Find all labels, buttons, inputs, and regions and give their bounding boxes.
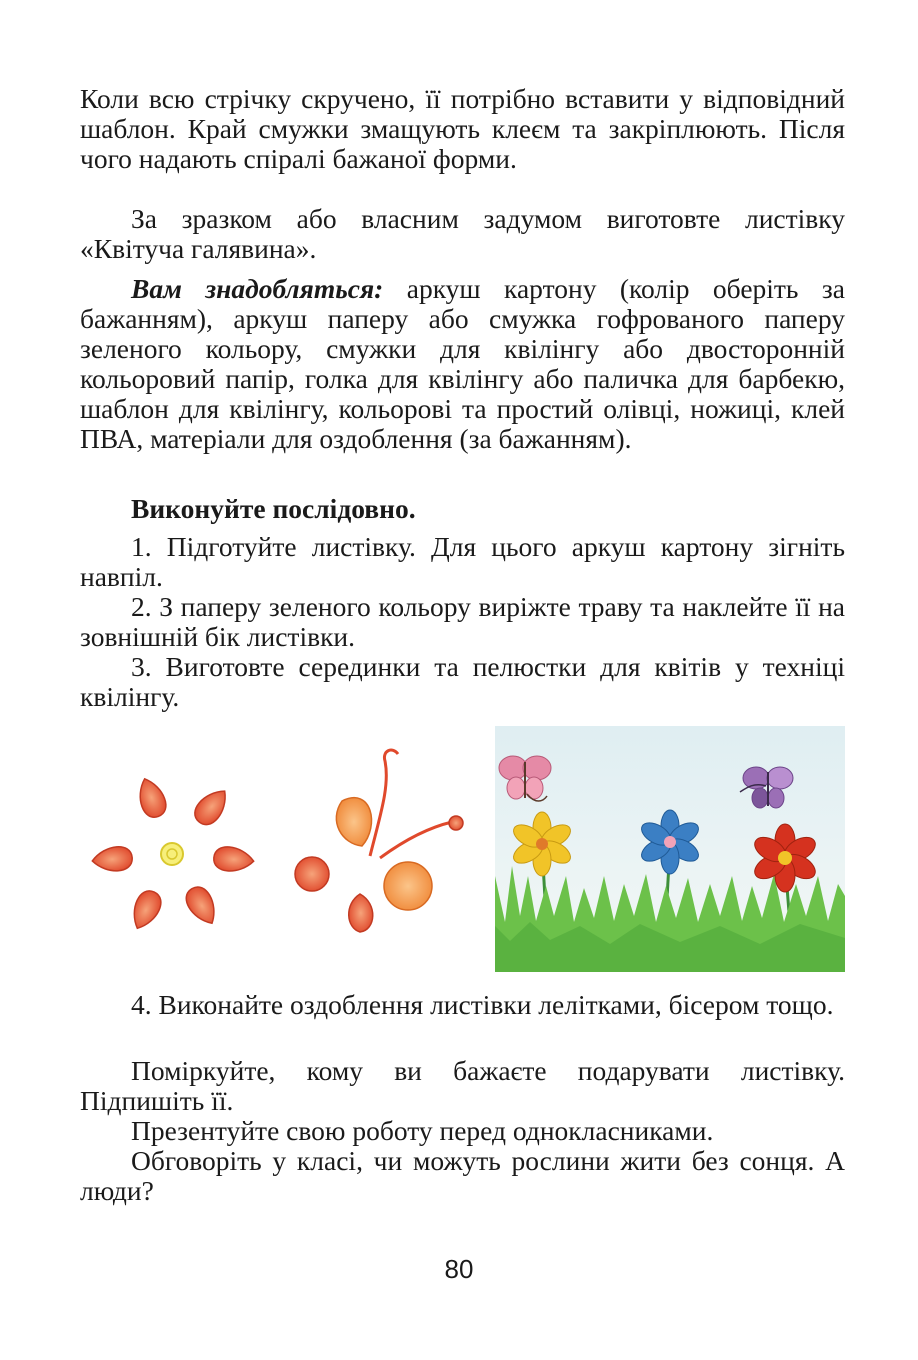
page-number: 80 bbox=[444, 1254, 474, 1284]
steps-heading: Виконуйте послідовно. bbox=[131, 493, 416, 524]
materials-label: Вам знадобляться: bbox=[131, 273, 384, 304]
materials-paragraph bbox=[80, 274, 845, 454]
think-paragraph: Поміркуйте, кому ви бажаєте подарувати листівку. Підпишіть її. bbox=[80, 1055, 845, 1116]
step-3: 3. Виготовте серединки та пелюстки для квітів у техніці квілінгу. bbox=[80, 651, 845, 712]
finished-card-meadow bbox=[495, 726, 845, 972]
quilled-flower-petals bbox=[91, 775, 254, 934]
task-paragraph: За зразком або власним задумом виготовте листівку «Квітуча галявина». bbox=[80, 203, 845, 264]
intro-paragraph: Коли всю стрічку скручено, її потрібно вставити у відповідний шаблон. Край смужки змащують клеєм та закріплюють. Після чого надають спіралі бажаної форми. bbox=[80, 83, 845, 174]
present-paragraph: Презентуйте свою роботу перед однокласниками. bbox=[131, 1115, 714, 1146]
materials-text: аркуш картону (колір оберіть за бажанням), аркуш паперу або смужка гофрованого паперу зеленого кольору, смужки для квілінгу або двосторонній кольоровий папір, голка для квілінгу або паличка для барбекю, шаблон для квілінгу, кольорові та простий олівці, ножиці, клей ПВА, матеріали для оздоблення (за бажанням). bbox=[80, 273, 845, 454]
step-1: 1. Підготуйте листівку. Для цього аркуш картону зігніть навпіл. bbox=[80, 531, 845, 592]
quilling-illustration bbox=[80, 726, 845, 972]
step-2: 2. З паперу зеленого кольору виріжте траву та наклейте її на зовнішній бік листівки. bbox=[80, 591, 845, 652]
step-4: 4. Виконайте оздоблення листівки лелітками, бісером тощо. bbox=[131, 989, 834, 1020]
discuss-paragraph: Обговоріть у класі, чи можуть рослини жити без сонця. А люди? bbox=[80, 1145, 845, 1206]
quilled-butterfly-parts bbox=[295, 750, 463, 932]
